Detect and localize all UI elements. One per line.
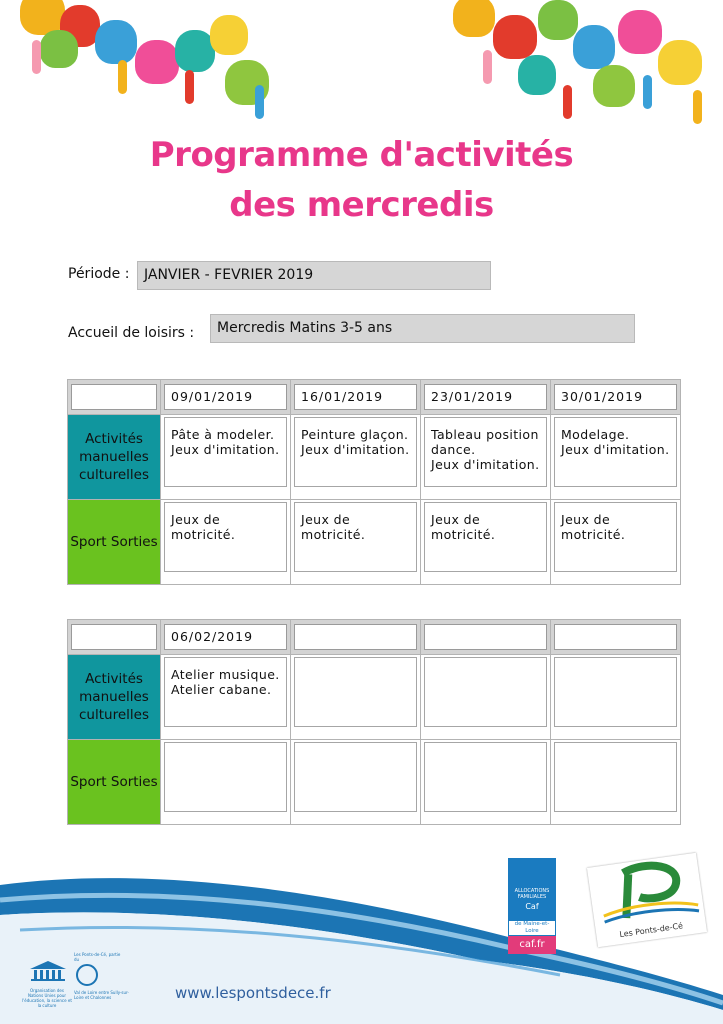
ponts-de-ce-logo-text: Les Ponts-de-Cé xyxy=(618,921,684,940)
table-header-row xyxy=(68,380,681,415)
corner-field[interactable] xyxy=(71,384,157,410)
date-field[interactable]: 06/02/2019 xyxy=(164,624,287,650)
category-activites: Activités manuelles culturelles xyxy=(68,655,161,740)
activity-cell[interactable] xyxy=(424,657,547,727)
activity-cell[interactable] xyxy=(554,657,677,727)
table-row xyxy=(68,655,681,740)
table-row xyxy=(68,740,681,825)
activity-cell[interactable]: Atelier musique. Atelier cabane. xyxy=(164,657,287,727)
category-activites: Activités manuelles culturelles xyxy=(68,415,161,500)
accueil-label: Accueil de loisirs : xyxy=(68,325,195,341)
website-link[interactable]: www.lespontsdece.fr xyxy=(175,984,331,1002)
activity-table-1 xyxy=(67,379,681,585)
heritage-caption: Val de Loire entre Sully-sur-Loire et Chalonnes xyxy=(74,990,129,1000)
page-title-line1: Programme d'activités xyxy=(149,135,574,175)
activity-cell[interactable]: Jeux de motricité. xyxy=(424,502,547,572)
activity-cell[interactable] xyxy=(294,657,417,727)
activity-cell[interactable]: Peinture glaçon. Jeux d'imitation. xyxy=(294,417,417,487)
periode-field[interactable]: JANVIER - FEVRIER 2019 xyxy=(137,261,491,290)
table-row xyxy=(68,415,681,500)
activity-cell[interactable] xyxy=(554,742,677,812)
page-title-line2: des mercredis xyxy=(229,185,494,225)
activity-cell[interactable] xyxy=(424,742,547,812)
date-field[interactable]: 09/01/2019 xyxy=(164,384,287,410)
periode-label: Période : xyxy=(68,266,130,282)
activity-cell[interactable]: Jeux de motricité. xyxy=(294,502,417,572)
activity-cell[interactable]: Jeux de motricité. xyxy=(164,502,287,572)
activity-cell[interactable] xyxy=(294,742,417,812)
unesco-temple-icon xyxy=(28,960,68,982)
ponts-small-caption: Les Ponts-de-Cé, partie du xyxy=(74,952,121,962)
activity-cell[interactable]: Tableau position dance. Jeux d'imitation. xyxy=(424,417,547,487)
activity-cell[interactable] xyxy=(164,742,287,812)
activity-cell[interactable]: Modelage. Jeux d'imitation. xyxy=(554,417,677,487)
activity-cell[interactable]: Pâte à modeler. Jeux d'imitation. xyxy=(164,417,287,487)
world-heritage-icon xyxy=(76,964,98,986)
corner-field[interactable] xyxy=(71,624,157,650)
table-header-row xyxy=(68,620,681,655)
date-field[interactable] xyxy=(554,624,677,650)
date-field[interactable]: 16/01/2019 xyxy=(294,384,417,410)
caf-dept: de Maine-et-Loire xyxy=(508,920,556,936)
accueil-field[interactable]: Mercredis Matins 3-5 ans xyxy=(210,314,635,343)
painted-hands-right xyxy=(423,0,723,125)
activity-table-2 xyxy=(67,619,681,825)
caf-small-text: ALLOCATIONS FAMILIALES xyxy=(514,888,550,900)
ponts-de-ce-logo xyxy=(587,853,707,948)
caf-fr-label: caf.fr xyxy=(508,936,556,954)
caf-logo xyxy=(508,858,556,958)
activity-cell[interactable]: Jeux de motricité. xyxy=(554,502,677,572)
date-field[interactable] xyxy=(424,624,547,650)
unesco-logo xyxy=(28,960,68,988)
category-sport: Sport Sorties xyxy=(68,500,161,585)
date-field[interactable] xyxy=(294,624,417,650)
unesco-caption: Organisation des Nations Unies pour l'éducation, la science et la culture xyxy=(22,988,72,1008)
painted-hands-left xyxy=(0,0,300,125)
date-field[interactable]: 23/01/2019 xyxy=(424,384,547,410)
caf-name: Caf xyxy=(525,902,539,911)
category-sport: Sport Sorties xyxy=(68,740,161,825)
date-field[interactable]: 30/01/2019 xyxy=(554,384,677,410)
table-row xyxy=(68,500,681,585)
